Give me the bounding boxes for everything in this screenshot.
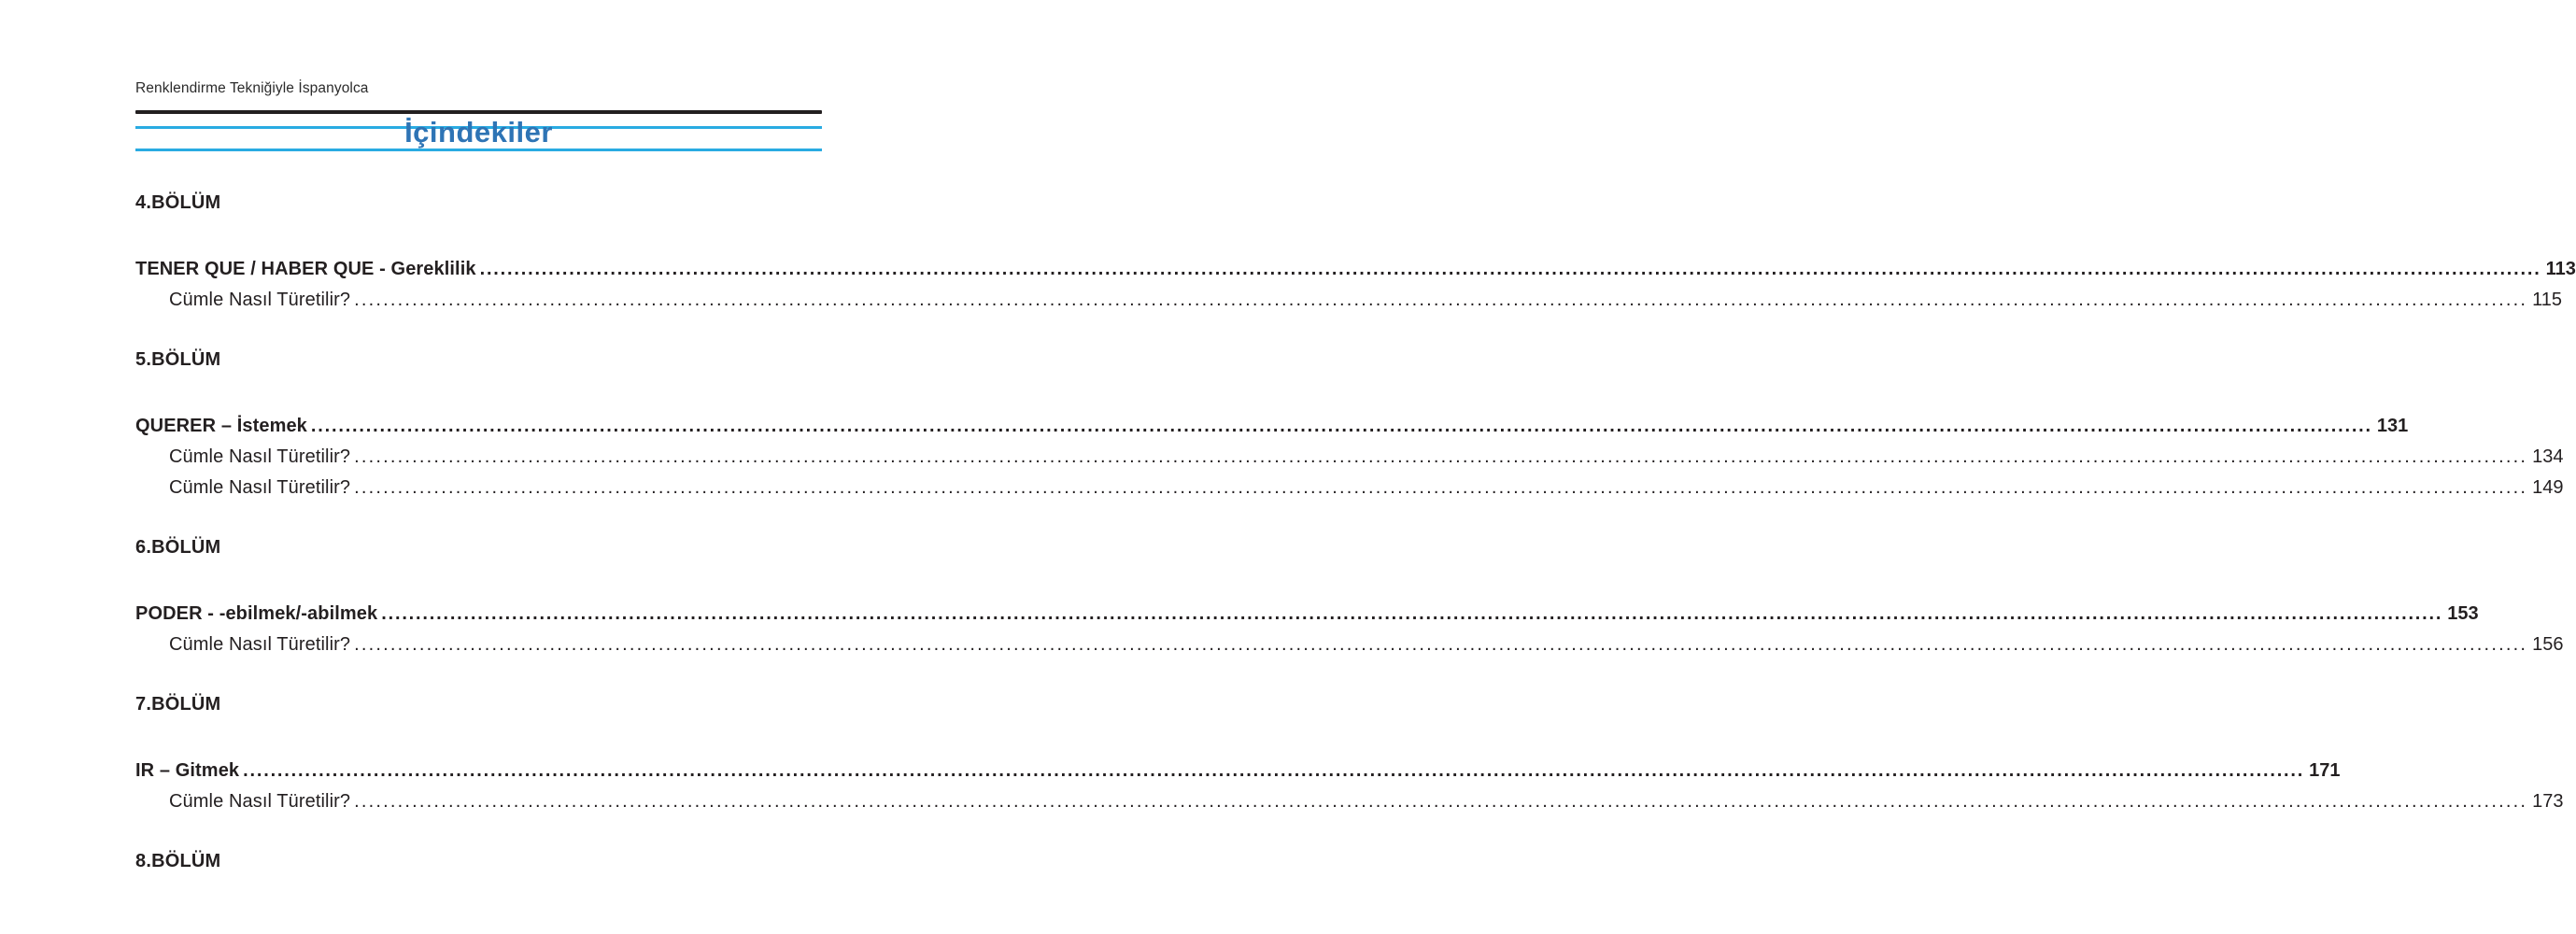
- toc-entry: [135, 473, 2564, 503]
- toc-entry: [135, 285, 2562, 316]
- toc-leader-dots: ............................................................................................................................................................................................................................................................................................................: [243, 760, 2305, 781]
- toc-entry-page: 134: [2532, 446, 2564, 467]
- toc-section: [135, 347, 2564, 503]
- chapter-entries: [135, 411, 2564, 503]
- toc-entry-page: 115: [2532, 290, 2562, 310]
- chapter-entries: [135, 254, 2576, 316]
- toc-entry: [135, 630, 2564, 660]
- toc-entry-page: 113: [2545, 259, 2576, 279]
- chapter-heading: 5.BÖLÜM: [135, 349, 221, 370]
- toc-entry-page: 153: [2447, 603, 2479, 624]
- toc-entry-label: Cümle Nasıl Türetilir?: [169, 791, 351, 812]
- toc-section: [135, 849, 822, 873]
- toc-entry-label: PODER - -ebilmek/-abilmek: [135, 603, 378, 624]
- toc-entry-label: TENER QUE / HABER QUE - Gereklilik: [135, 259, 476, 279]
- toc-list: [135, 191, 2576, 873]
- toc-leader-dots: ............................................................................................................................................................................................................................................................................................................: [354, 477, 2528, 498]
- chapter-heading: 8.BÖLÜM: [135, 851, 221, 871]
- page-content: [135, 80, 2576, 873]
- toc-entry-label: IR – Gitmek: [135, 760, 240, 781]
- toc-entry-label: Cümle Nasıl Türetilir?: [169, 446, 351, 467]
- toc-section: [135, 191, 2576, 316]
- chapter-heading: 7.BÖLÜM: [135, 694, 221, 715]
- toc-leader-dots: ............................................................................................................................................................................................................................................................................................................: [381, 603, 2443, 624]
- toc-entry-label: QUERER – İstemek: [135, 416, 307, 436]
- toc-entry-label: Cümle Nasıl Türetilir?: [169, 634, 351, 655]
- toc-entry-label: Cümle Nasıl Türetilir?: [169, 290, 351, 310]
- chapter-heading: 4.BÖLÜM: [135, 192, 221, 213]
- toc-entry: [135, 254, 2576, 285]
- toc-leader-dots: ............................................................................................................................................................................................................................................................................................................: [479, 259, 2541, 279]
- page-title: İçindekiler: [404, 116, 553, 149]
- chapter-entries: [135, 756, 2564, 817]
- toc-entry-page: 149: [2532, 477, 2564, 498]
- toc-entry-page: 156: [2532, 634, 2564, 655]
- chapter-entries: [135, 599, 2564, 660]
- running-header: Renklendirme Tekniğiyle İspanyolca: [135, 80, 369, 96]
- toc-leader-dots: ............................................................................................................................................................................................................................................................................................................: [354, 791, 2528, 812]
- toc-leader-dots: ............................................................................................................................................................................................................................................................................................................: [310, 416, 2372, 436]
- chapter-heading: 6.BÖLÜM: [135, 537, 221, 558]
- toc-entry: [135, 411, 2409, 442]
- toc-entry: [135, 756, 2341, 786]
- title-area: [135, 114, 822, 164]
- toc-entry-label: Cümle Nasıl Türetilir?: [169, 477, 351, 498]
- toc-section: [135, 535, 2564, 660]
- toc-leader-dots: ............................................................................................................................................................................................................................................................................................................: [354, 290, 2528, 310]
- toc-leader-dots: ............................................................................................................................................................................................................................................................................................................: [354, 634, 2528, 655]
- toc-entry: [135, 599, 2479, 630]
- toc-entry-page: 171: [2309, 760, 2341, 781]
- toc-entry-page: 173: [2532, 791, 2564, 812]
- toc-entry: [135, 442, 2564, 473]
- toc-leader-dots: ............................................................................................................................................................................................................................................................................................................: [354, 446, 2528, 467]
- toc-entry-page: 131: [2376, 416, 2409, 436]
- toc-entry: [135, 786, 2564, 817]
- toc-section: [135, 692, 2564, 817]
